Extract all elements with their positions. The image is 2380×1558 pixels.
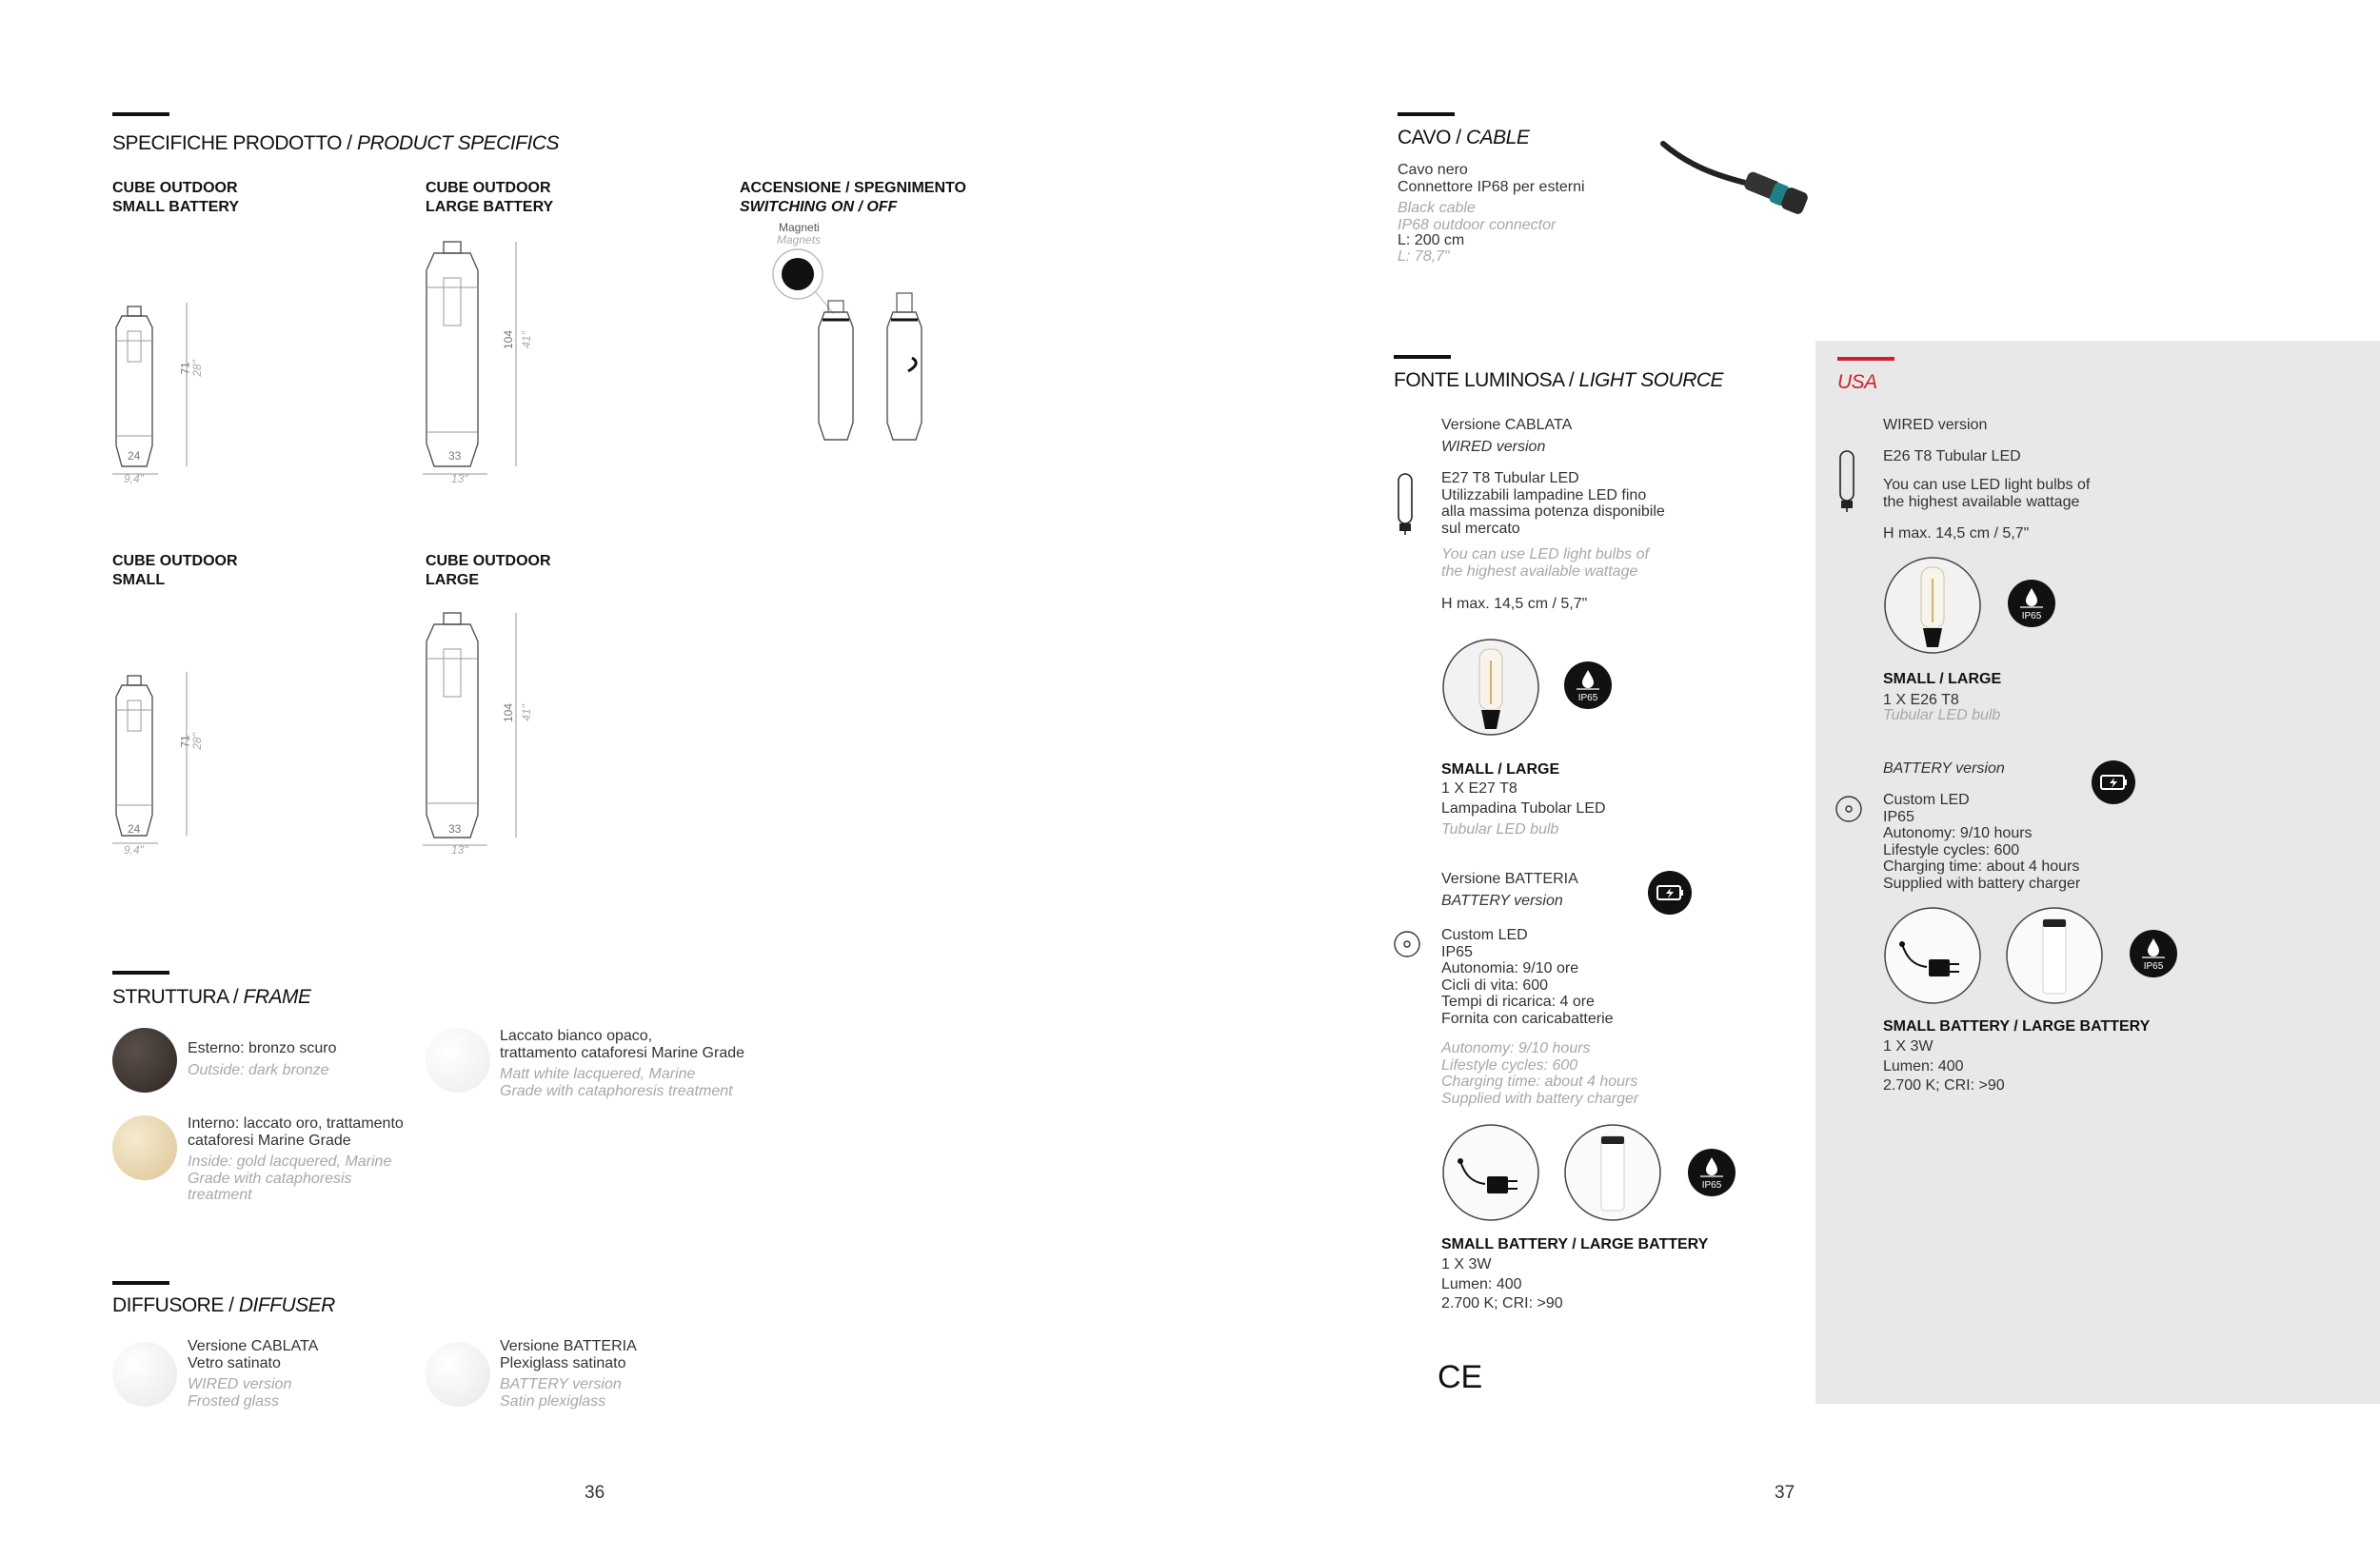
- usa-title: USA: [1837, 371, 1877, 393]
- svg-text:IP65: IP65: [2021, 611, 2042, 621]
- product-name: CUBE OUTDOOR SMALL BATTERY: [112, 180, 240, 215]
- small-large-spec-en: Tubular LED bulb: [1441, 821, 1559, 838]
- frame-inside-en: Inside: gold lacquered, Marine Grade with cataphoresis treatment: [188, 1154, 392, 1203]
- small-large-title: SMALL / LARGE: [1441, 761, 1560, 778]
- svg-text:IP65: IP65: [1577, 693, 1598, 703]
- led-bulb-photo: [1883, 556, 1982, 655]
- height-in: 28": [189, 360, 204, 377]
- battery-light-spec: 1 X 3W Lumen: 400 2.700 K; CRI: >90: [1441, 1256, 1563, 1311]
- tube-bulb-icon: [1396, 472, 1415, 537]
- cube-small-battery-drawing: [109, 303, 204, 483]
- cube-large-battery-drawing: [421, 236, 526, 483]
- diffuser-battery: Versione BATTERIA Plexiglass satinato: [500, 1338, 637, 1371]
- cavo-title: CAVO / CABLE: [1398, 127, 1530, 148]
- height-in: 41": [519, 704, 533, 721]
- section-rule: [1398, 112, 1455, 116]
- width-in: 13": [451, 472, 468, 485]
- magnet-label: Magneti: [779, 221, 820, 234]
- section-rule: [112, 971, 169, 975]
- diffusore-title: DIFFUSORE / DIFFUSER: [112, 1294, 335, 1316]
- width-in: 9,4": [124, 472, 144, 485]
- frosted-glass-swatch: [112, 1342, 177, 1407]
- small-large-spec: 1 X E27 T8 Lampadina Tubolar LED: [1441, 780, 1606, 817]
- cable-connector-image: [1661, 138, 1852, 233]
- width-cm: 24: [128, 822, 141, 836]
- charger-photo: [1883, 906, 1982, 1005]
- svg-text:IP65: IP65: [1701, 1180, 1722, 1191]
- frame-outside: Esterno: bronzo scuro: [188, 1040, 337, 1056]
- page-number: 37: [1775, 1483, 1795, 1503]
- width-cm: 24: [128, 449, 141, 463]
- bulb-spec: E27 T8 Tubular LED Utilizzabili lampadine LED fino alla massima potenza disponibile sul mercato: [1441, 470, 1665, 537]
- diffuser-battery-en: BATTERY version Satin plexiglass: [500, 1376, 622, 1410]
- height-in: 41": [519, 331, 533, 348]
- usa-battery-light-spec: 1 X 3W Lumen: 400 2.700 K; CRI: >90: [1883, 1038, 2005, 1094]
- ip65-icon: [2007, 579, 2056, 628]
- dark-bronze-swatch: [112, 1028, 177, 1093]
- frame-inside: Interno: laccato oro, trattamento cataforesi Marine Grade: [188, 1115, 404, 1149]
- usa-small-battery-large-battery-title: SMALL BATTERY / LARGE BATTERY: [1883, 1018, 2151, 1035]
- height-cm: 71: [178, 735, 192, 748]
- height-cm: 104: [502, 329, 516, 350]
- usa-bulb: E26 T8 Tubular LED: [1883, 448, 2021, 464]
- page-number: 36: [585, 1483, 605, 1503]
- usa-small-large-spec: 1 X E26 T8: [1883, 692, 1959, 708]
- frame-outside-en: Outside: dark bronze: [188, 1062, 329, 1078]
- wired-version-en: WIRED version: [1441, 439, 1546, 455]
- cable-length: L: 200 cm: [1398, 232, 1465, 248]
- width-cm: 33: [448, 449, 462, 463]
- led-spec: Custom LED IP65 Autonomia: 9/10 ore Cicli di vita: 600 Tempi di ricarica: 4 ore Fornita con caricabatterie: [1441, 927, 1614, 1027]
- usa-led-spec: Custom LED IP65 Autonomy: 9/10 hours Lifestyle cycles: 600 Charging time: about 4 hours Supplied with battery charger: [1883, 792, 2081, 892]
- switching-title: ACCENSIONE / SPEGNIMENTO SWITCHING ON / OFF: [740, 180, 966, 215]
- cube-small-drawing: [109, 672, 204, 853]
- battery-tube-photo: [1563, 1123, 1662, 1222]
- svg-text:IP65: IP65: [2143, 961, 2164, 972]
- usa-small-large-spec-en: Tubular LED bulb: [1883, 707, 2001, 723]
- width-in: 9,4": [124, 843, 144, 857]
- usa-wired: WIRED version: [1883, 417, 1988, 433]
- diffuser-wired: Versione CABLATA Vetro satinato: [188, 1338, 319, 1371]
- gold-swatch: [112, 1115, 177, 1180]
- matt-white-swatch: [426, 1028, 490, 1093]
- battery-icon: [1647, 870, 1693, 916]
- battery-tube-photo: [2005, 906, 2104, 1005]
- usa-battery-version: BATTERY version: [1883, 760, 2005, 777]
- frame-white-en: Matt white lacquered, Marine Grade with cataphoresis treatment: [500, 1066, 733, 1099]
- ip65-icon: [1687, 1148, 1736, 1197]
- small-battery-large-battery-title: SMALL BATTERY / LARGE BATTERY: [1441, 1236, 1709, 1252]
- struttura-title: STRUTTURA / FRAME: [112, 986, 311, 1008]
- cable-length-in: L: 78,7": [1398, 248, 1450, 265]
- magnet-label-en: Magnets: [777, 233, 822, 247]
- cube-large-drawing: [421, 607, 526, 855]
- frame-white: Laccato bianco opaco, trattamento cataforesi Marine Grade: [500, 1028, 745, 1061]
- custom-led-icon: [1835, 796, 1862, 822]
- battery-version: Versione BATTERIA: [1441, 871, 1578, 887]
- width-in: 13": [451, 843, 468, 857]
- bulb-spec-en: You can use LED light bulbs of the highest available wattage: [1441, 546, 1649, 580]
- ip65-icon: [2129, 929, 2178, 978]
- diffuser-wired-en: WIRED version Frosted glass: [188, 1376, 292, 1410]
- svg-text:CE: CE: [1438, 1359, 1483, 1395]
- ip65-icon: [1563, 661, 1613, 710]
- led-bulb-photo: [1441, 638, 1540, 737]
- height-cm: 104: [502, 702, 516, 723]
- height-cm: 71: [178, 362, 192, 375]
- section-rule: [1394, 355, 1451, 359]
- battery-icon: [2091, 759, 2136, 805]
- battery-version-en: BATTERY version: [1441, 893, 1563, 909]
- usa-rule: [1837, 357, 1894, 361]
- tube-bulb-icon: [1837, 449, 1856, 514]
- product-name: CUBE OUTDOOR SMALL: [112, 553, 238, 588]
- section-rule: [112, 112, 169, 116]
- led-spec-en: Autonomy: 9/10 hours Lifestyle cycles: 600 Charging time: about 4 hours Supplied with battery charger: [1441, 1040, 1639, 1107]
- usa-small-large-title: SMALL / LARGE: [1883, 671, 2002, 687]
- charger-photo: [1441, 1123, 1540, 1222]
- ce-mark-icon: [1438, 1359, 1481, 1393]
- hmax: H max. 14,5 cm / 5,7": [1441, 596, 1588, 612]
- cable-desc-en: Black cable IP68 outdoor connector: [1398, 200, 1557, 233]
- product-name: CUBE OUTDOOR LARGE: [426, 553, 551, 588]
- custom-led-icon: [1394, 931, 1420, 957]
- wired-version: Versione CABLATA: [1441, 417, 1573, 433]
- usa-note: You can use LED light bulbs of the highest available wattage: [1883, 477, 2091, 510]
- switching-drawing: [767, 246, 958, 445]
- usa-hmax: H max. 14,5 cm / 5,7": [1883, 525, 2030, 542]
- product-name: CUBE OUTDOOR LARGE BATTERY: [426, 180, 554, 215]
- fonte-title: FONTE LUMINOSA / LIGHT SOURCE: [1394, 369, 1724, 391]
- width-cm: 33: [448, 822, 462, 836]
- satin-plexiglass-swatch: [426, 1342, 490, 1407]
- section-rule: [112, 1281, 169, 1285]
- height-in: 28": [189, 733, 204, 750]
- cable-desc: Cavo nero Connettore IP68 per esterni: [1398, 162, 1585, 195]
- specifiche-title: SPECIFICHE PRODOTTO / PRODUCT SPECIFICS: [112, 132, 560, 154]
